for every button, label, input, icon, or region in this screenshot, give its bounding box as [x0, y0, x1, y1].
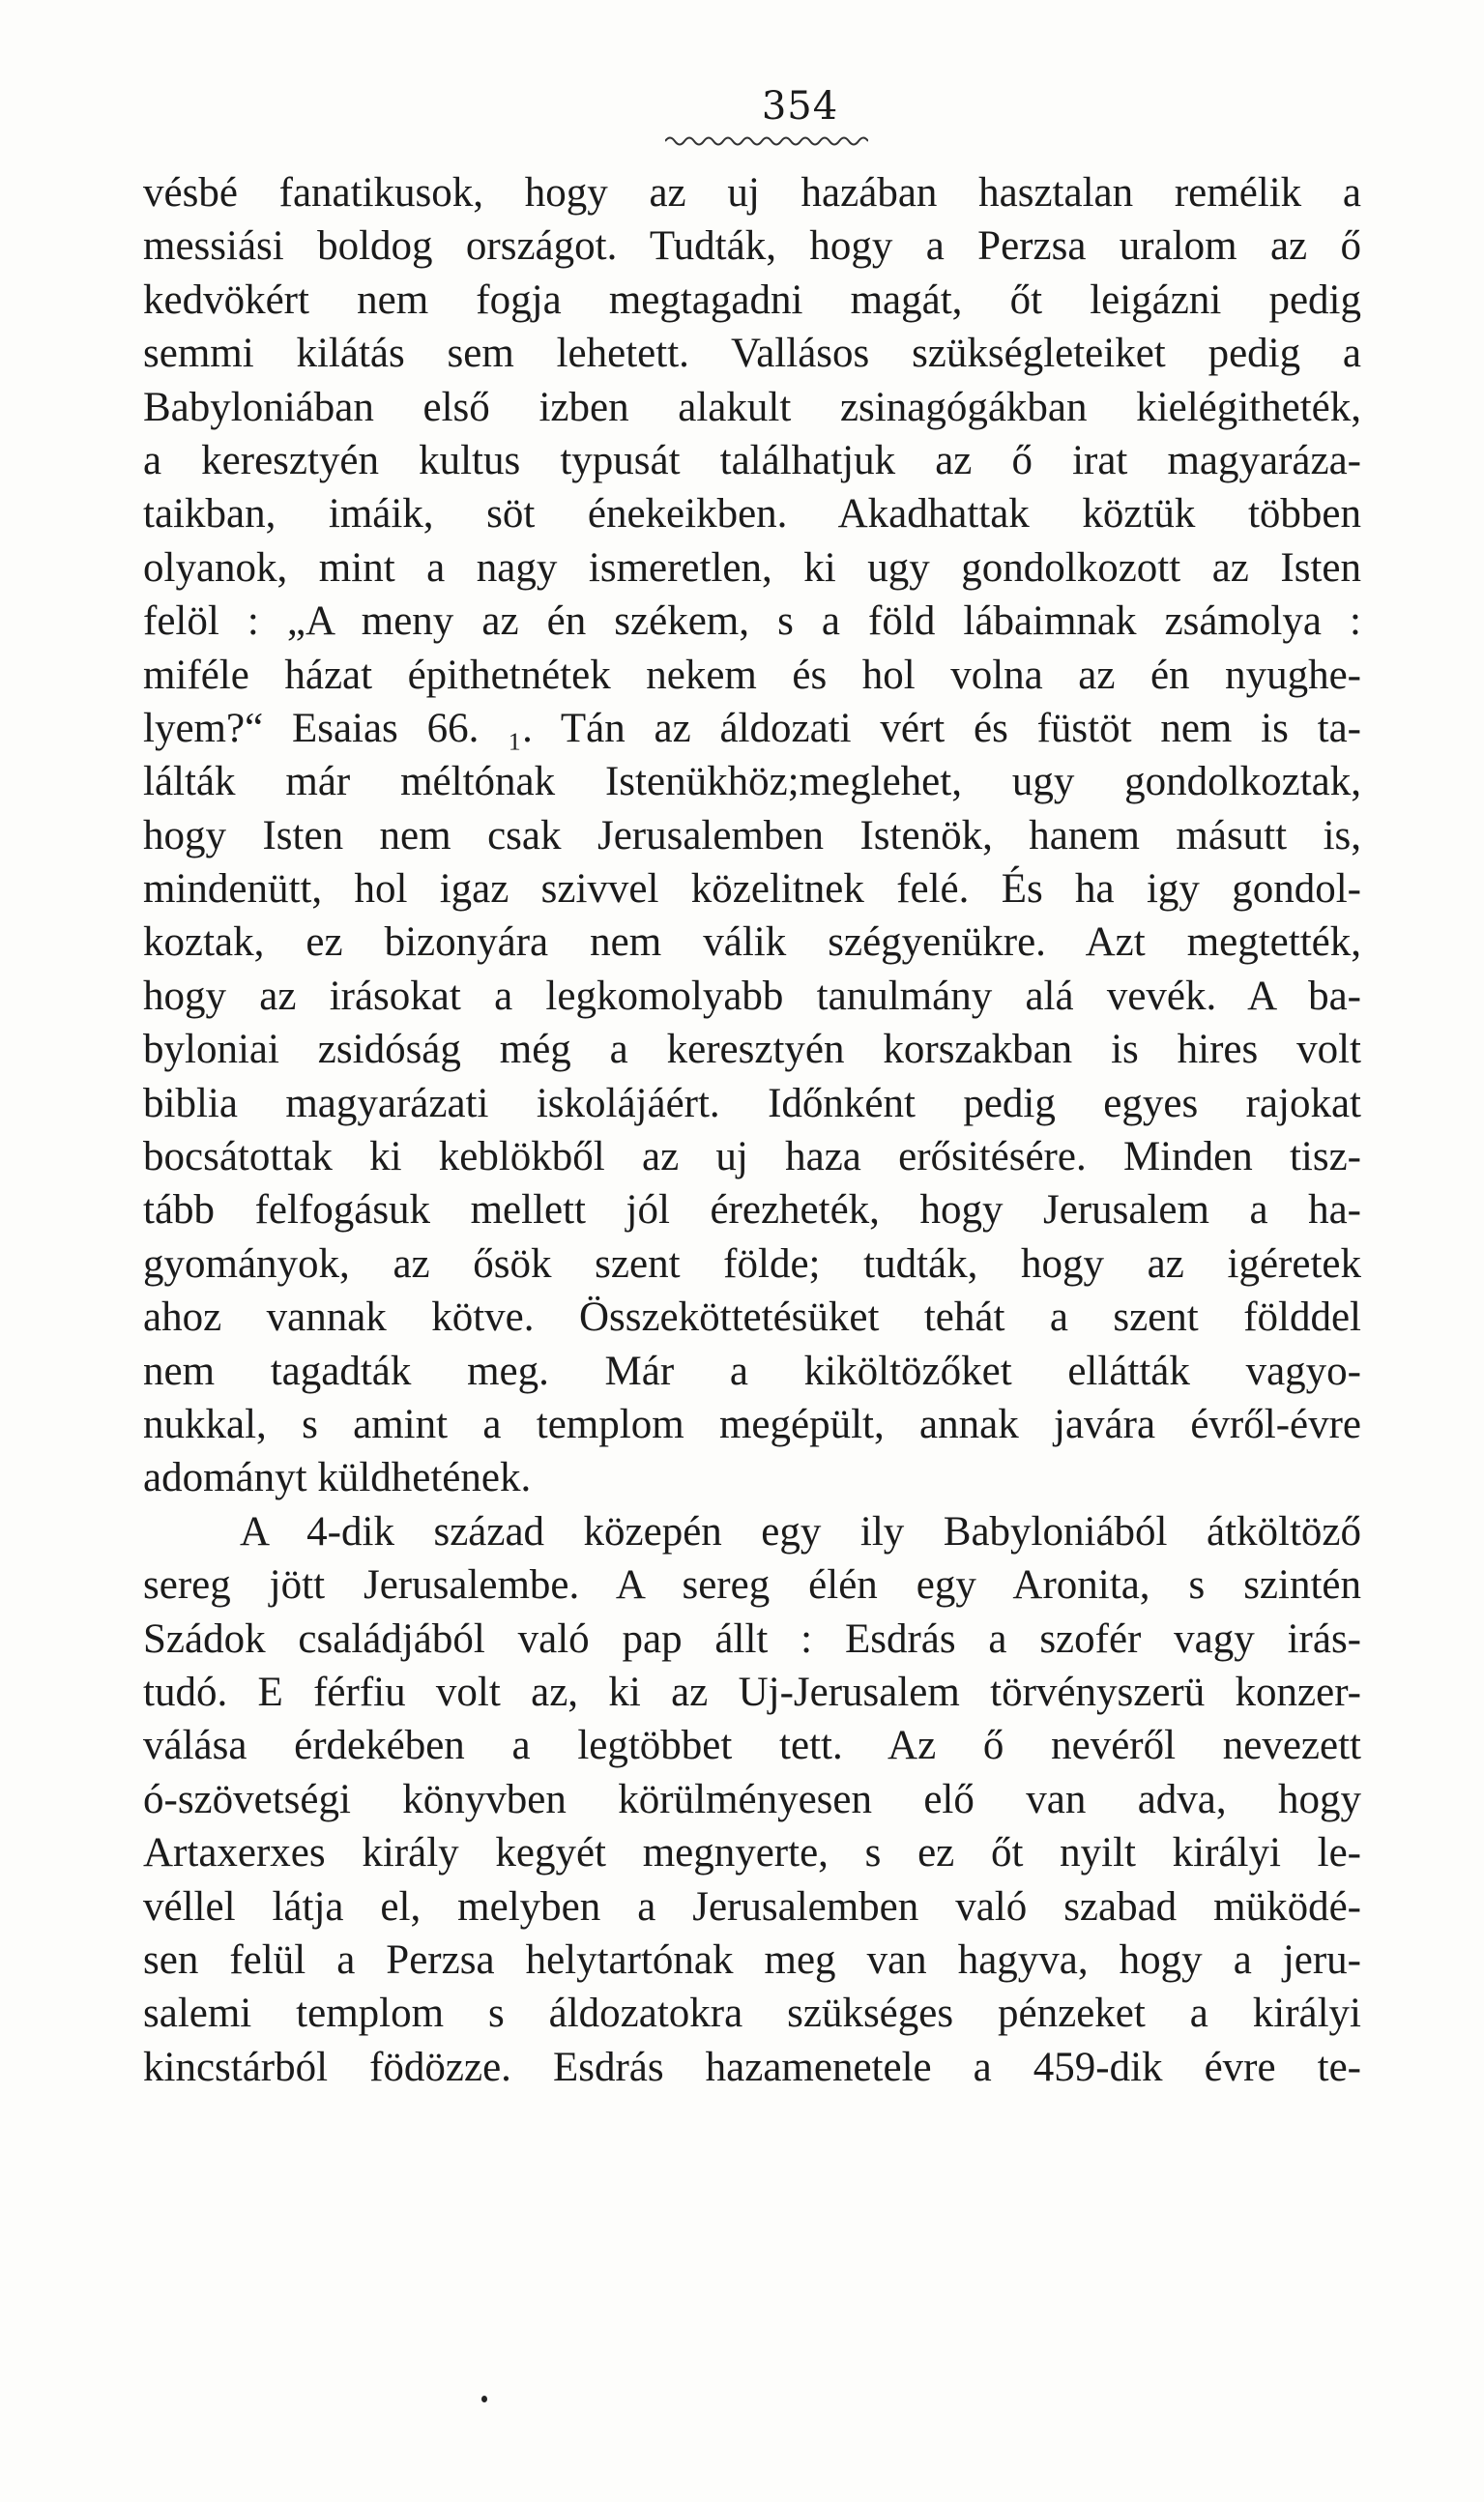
text-line-21: gyományok, az ősök szent földe; tudták, hogy az igéretek — [143, 1240, 1361, 1287]
text-line-20: tább felfogásuk mellett jól érezheték, hogy Jerusalem a ha- — [143, 1187, 1361, 1234]
text-line-32: Artaxerxes király kegyét megnyerte, s ez őt nyilt királyi le- — [143, 1830, 1361, 1876]
body-text — [143, 166, 1361, 2094]
text-line-18: biblia magyarázati iskolájáért. Időnként pedig egyes rajokat — [143, 1080, 1361, 1126]
wavy-rule-ornament — [665, 133, 868, 149]
text-line-36: kincstárból födözze. Esdrás hazamenetele a 459-dik évre te- — [143, 2044, 1361, 2090]
page-number: 354 — [761, 84, 839, 129]
text-line-34: sen felül a Perzsa helytartónak meg van hagyva, hogy a jeru- — [143, 1936, 1361, 1983]
text-line-11: lyem?“ Esaias 66. ₁. Tán az áldozati vért és füstöt nem is ta- — [143, 705, 1361, 751]
text-line-4: semmi kilátás sem lehetett. Vallásos szükségleteiket pedig a — [143, 331, 1361, 377]
text-line-16: hogy az irásokat a legkomolyabb tanulmány alá vevék. A ba- — [143, 973, 1361, 1019]
text-line-6: a keresztyén kultus typusát találhatjuk az ő irat magyaráza- — [143, 437, 1361, 483]
text-line-26: A 4-dik század közepén egy ily Babyloniából átköltöző — [240, 1508, 1361, 1555]
text-line-5: Babyloniában első izben alakult zsinagógákban kielégitheték, — [143, 384, 1361, 430]
text-line-2: messiási boldog országot. Tudták, hogy a Perzsa uralom az ő — [143, 223, 1361, 270]
text-line-8: olyanok, mint a nagy ismeretlen, ki ugy gondolkozott az Isten — [143, 544, 1361, 591]
text-line-35: salemi templom s áldozatokra szükséges pénzeket a királyi — [143, 1991, 1361, 2037]
text-line-28: Szádok családjából való pap állt : Esdrás a szofér vagy irás- — [143, 1615, 1361, 1662]
text-line-19: bocsátottak ki keblökből az uj haza erősitésére. Minden tisz- — [143, 1134, 1361, 1180]
text-line-3: kedvökért nem fogja megtagadni magát, őt leigázni pedig — [143, 276, 1361, 323]
text-line-33: véllel látja el, melyben a Jerusalemben való szabad müködé- — [143, 1883, 1361, 1930]
text-line-27: sereg jött Jerusalembe. A sereg élén egy Aronita, s szintén — [143, 1562, 1361, 1609]
text-line-22: ahoz vannak kötve. Összeköttetésüket tehát a szent földdel — [143, 1295, 1361, 1341]
text-line-14: mindenütt, hol igaz szivvel közelitnek felé. És ha igy gondol- — [143, 866, 1361, 913]
page-header — [0, 83, 1484, 130]
ink-speck — [481, 2396, 487, 2402]
text-line-30: válása érdekében a legtöbbet tett. Az ő nevéről nevezett — [143, 1723, 1361, 1769]
text-line-25: adományt küldhetének. — [143, 1455, 532, 1501]
text-line-10: miféle házat épithetnétek nekem és hol volna az én nyughe- — [143, 652, 1361, 698]
text-line-12: lálták már méltónak Istenükhöz;meglehet, ugy gondolkoztak, — [143, 759, 1361, 805]
text-line-31: ó-szövetségi könyvben körülményesen elő van adva, hogy — [143, 1776, 1361, 1822]
text-line-1: vésbé fanatikusok, hogy az uj hazában hasztalan remélik a — [143, 170, 1361, 216]
text-line-29: tudó. E férfiu volt az, ki az Uj-Jerusalem törvényszerü konzer- — [143, 1669, 1361, 1715]
text-line-15: koztak, ez bizonyára nem válik szégyenükre. Azt megtették, — [143, 919, 1361, 966]
text-line-17: byloniai zsidóság még a keresztyén korszakban is hires volt — [143, 1027, 1361, 1073]
text-line-23: nem tagadták meg. Már a kiköltözőket ellátták vagyo- — [143, 1348, 1361, 1394]
text-line-13: hogy Isten nem csak Jerusalemben Istenök, hanem másutt is, — [143, 812, 1361, 858]
text-line-9: felöl : „A meny az én székem, s a föld lábaimnak zsámolya : — [143, 598, 1361, 645]
text-line-24: nukkal, s amint a templom megépült, annak javára évről-évre — [143, 1401, 1361, 1447]
text-line-7: taikban, imáik, söt énekeikben. Akadhattak köztük többen — [143, 491, 1361, 538]
